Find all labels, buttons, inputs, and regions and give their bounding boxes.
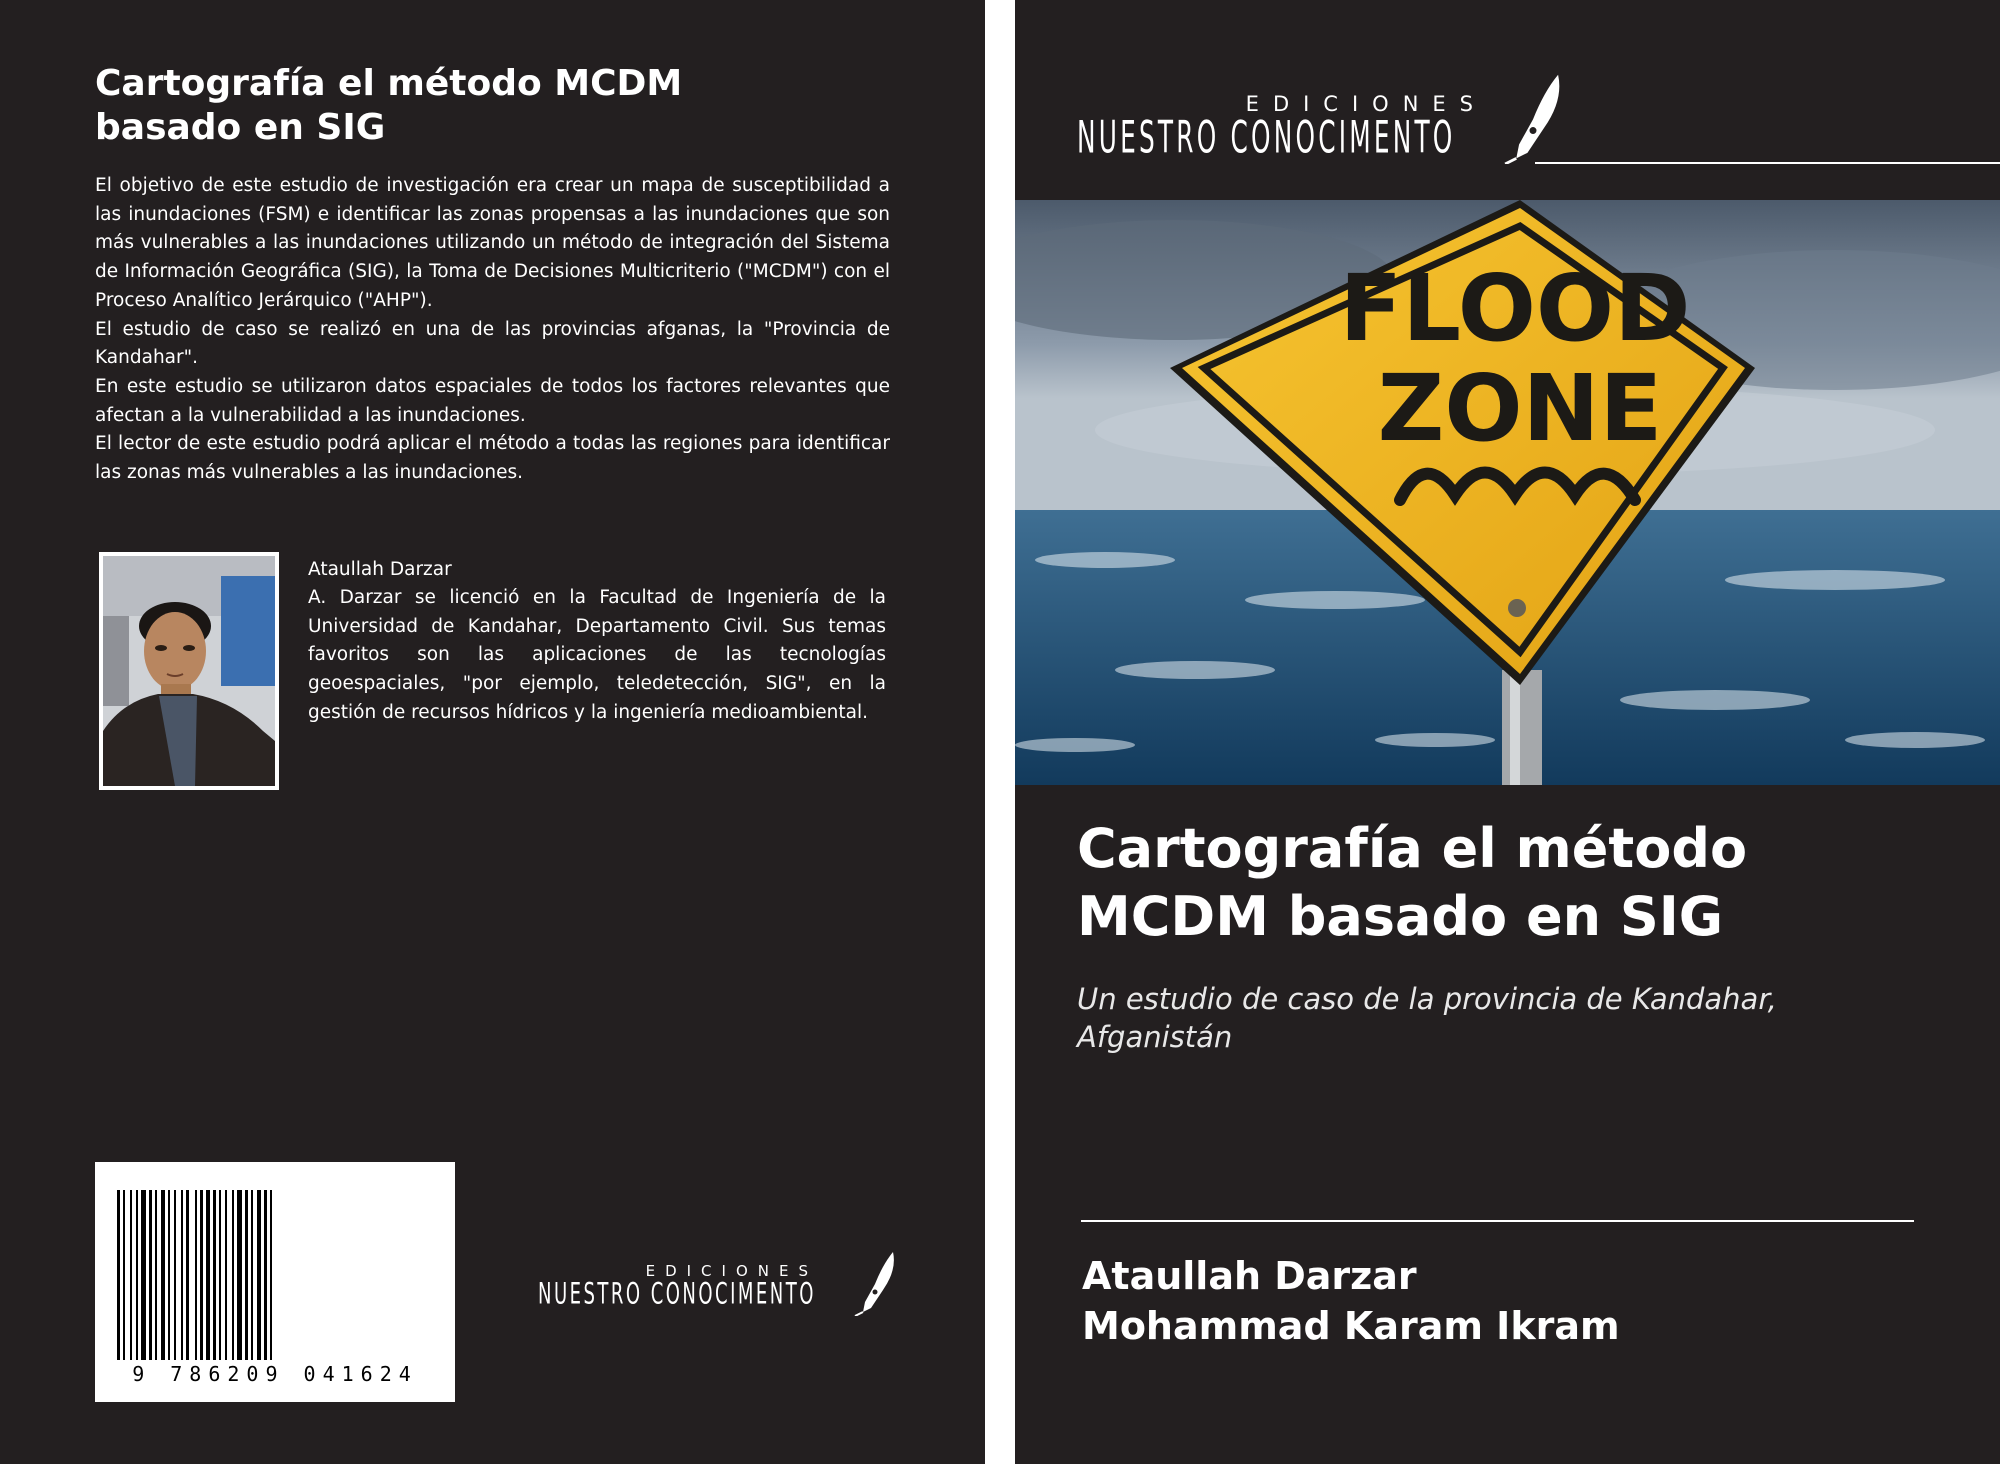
barcode-bar (245, 1190, 248, 1360)
barcode-bar (213, 1190, 216, 1360)
barcode-bar (251, 1190, 253, 1360)
barcode-bar (206, 1190, 210, 1360)
isbn-number: 9 786209 041624 (132, 1362, 418, 1386)
barcode-bar (237, 1190, 242, 1360)
barcode-bar (155, 1190, 157, 1360)
barcode-bar (225, 1190, 227, 1360)
front-cover-title: Cartografía el método MCDM basado en SIG (1077, 817, 1748, 948)
pen-nib-icon (853, 1250, 897, 1316)
barcode-bar (130, 1190, 132, 1360)
front-cover-author: Ataullah Darzar (1082, 1254, 1417, 1298)
barcode-bars (95, 1162, 455, 1362)
isbn-barcode (95, 1162, 455, 1402)
sign-text-zone: ZONE (1377, 355, 1663, 462)
front-cover (1015, 0, 2000, 1464)
barcode-bar (141, 1190, 146, 1360)
blurb-paragraph: El estudio de caso se realizó en una de las provincias afganas, la "Provincia de Kandahar". (95, 318, 890, 369)
barcode-bar (195, 1190, 197, 1360)
blurb-paragraph: El objetivo de este estudio de investigación era crear un mapa de susceptibilidad a las inundaciones (FSM) e identificar las zonas propensas a las inundaciones que son más vulnerables a las inundaciones utilizando un método de integración del Sistema de Información Geográfica (SIG), la Toma de Decisiones Multicriterio ("MCDM") con el Proceso Analítico Jerárquico ("AHP"). (95, 175, 890, 311)
barcode-bar (168, 1190, 170, 1360)
publisher-logo-front (1077, 92, 1550, 165)
front-cover-subtitle: Un estudio de caso de la provincia de Kandahar, Afganistán (1077, 982, 1777, 1054)
author-photo (99, 552, 279, 790)
publisher-logo-rule (1535, 162, 2000, 164)
blurb-paragraph: En este estudio se utilizaron datos espaciales de todos los factores relevantes que afectan a la vulnerabilidad a las inundaciones. (95, 375, 890, 426)
barcode-bar (232, 1190, 234, 1360)
back-cover-blurb (95, 172, 890, 488)
flood-zone-sign-image (1015, 200, 2000, 785)
barcode-bar (123, 1190, 125, 1360)
bio-author-name: Ataullah Darzar (308, 559, 452, 580)
barcode-bar (136, 1190, 138, 1360)
front-cover-author: Mohammad Karam Ikram (1082, 1304, 1620, 1348)
barcode-bar (149, 1190, 152, 1360)
barcode-bar (181, 1190, 183, 1360)
cover-photo (1015, 200, 2000, 785)
barcode-bar (161, 1190, 165, 1360)
publisher-logo-line2: NUESTRO CONOCIMENTO (538, 1278, 816, 1312)
authors-divider (1081, 1220, 1914, 1222)
barcode-bar (186, 1190, 189, 1360)
publisher-logo-back (538, 1262, 877, 1312)
barcode-bar (174, 1190, 176, 1360)
pen-nib-icon (1502, 72, 1564, 164)
barcode-bar (200, 1190, 203, 1360)
barcode-bar (219, 1190, 221, 1360)
barcode-bar (257, 1190, 261, 1360)
author-portrait-image (103, 556, 275, 786)
publisher-logo-line1: EDICIONES (1245, 92, 1487, 116)
barcode-bar (117, 1190, 120, 1360)
barcode-bar (270, 1190, 272, 1360)
back-cover (0, 0, 985, 1464)
sign-text-flood: FLOOD (1339, 255, 1691, 362)
publisher-logo-line2: NUESTRO CONOCIMENTO (1077, 112, 1456, 165)
publisher-logo-line1: EDICIONES (645, 1262, 818, 1280)
blurb-paragraph: El lector de este estudio podrá aplicar el método a todas las regiones para identificar las zonas más vulnerables a las inundaciones. (95, 433, 890, 484)
back-cover-title: Cartografía el método MCDM basado en SIG (95, 63, 683, 148)
barcode-bar (264, 1190, 267, 1360)
bio-text: A. Darzar se licenció en la Facultad de Ingeniería de la Universidad de Kandahar, Departamento Civil. Sus temas favoritos son las aplicaciones de las tecnologías geoespaciales, "por ejemplo, teledetección, SIG", en la gestión de recursos hídricos y la ingeniería medioambiental. (308, 587, 886, 723)
